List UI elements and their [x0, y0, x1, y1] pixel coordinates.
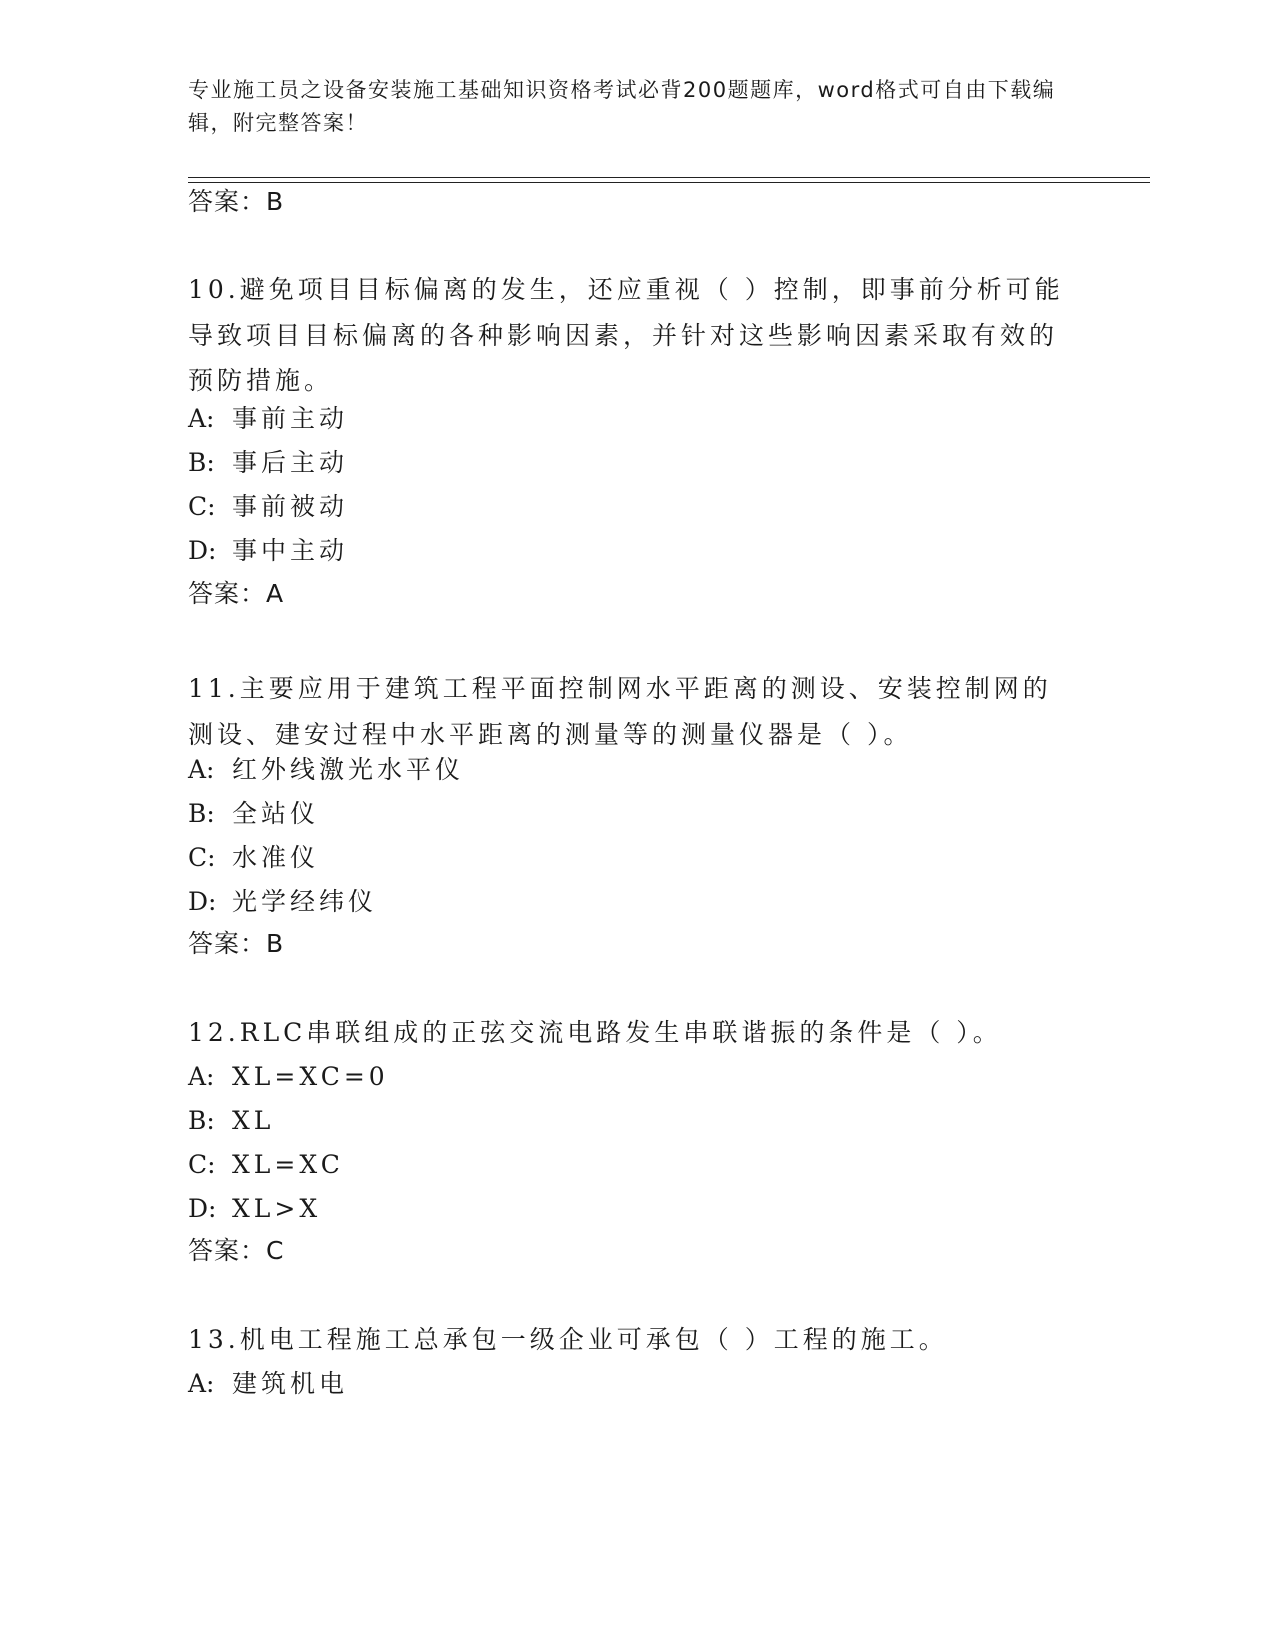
option-label: B: [188, 1106, 215, 1135]
option-text: 事前主动 [232, 404, 349, 433]
question-10-answer: 答案：A [188, 579, 285, 608]
question-13-option-a [188, 1366, 348, 1402]
option-label: D: [188, 536, 217, 565]
option-text: 事前被动 [232, 492, 349, 521]
option-label: B: [188, 799, 215, 828]
option-text: XL=XC=0 [232, 1062, 389, 1091]
option-text: 事中主动 [232, 536, 349, 565]
option-label: C: [188, 492, 216, 521]
question-11-answer: 答案：B [188, 929, 285, 958]
option-label: C: [188, 1150, 216, 1179]
option-label: D: [188, 887, 217, 916]
question-10-option-c [188, 489, 348, 525]
question-12-option-c [188, 1147, 344, 1183]
option-text: 光学经纬仪 [232, 887, 378, 916]
question-10-option-a [188, 401, 348, 437]
question-11-stem: 11.主要应用于建筑工程平面控制网水平距离的测设、安装控制网的测设、建安过程中水平距离的测量等的测量仪器是（ ）。 [188, 674, 1052, 749]
option-label: A: [188, 1062, 215, 1091]
option-text: XL [232, 1106, 275, 1135]
question-10-stem: 10.避免项目目标偏离的发生，还应重视（ ）控制，即事前分析可能导致项目目标偏离的各种影响因素，并针对这些影响因素采取有效的预防措施。 [188, 275, 1064, 395]
question-11-option-d [188, 884, 377, 920]
document-header: 专业施工员之设备安装施工基础知识资格考试必背200题题库，word格式可自由下载编辑，附完整答案！ [188, 78, 1056, 135]
question-11-option-a [188, 752, 464, 788]
header-rule-bottom [188, 182, 1150, 183]
option-text: 红外线激光水平仪 [232, 755, 465, 784]
option-text: 水准仪 [232, 843, 320, 872]
question-10-option-b [188, 445, 348, 481]
option-text: XL>X [232, 1194, 322, 1223]
option-text: 全站仪 [232, 799, 320, 828]
question-12-answer: 答案：C [188, 1236, 285, 1265]
question-12-option-b [188, 1103, 274, 1139]
question-12-option-d [188, 1191, 321, 1227]
question-13-stem: 13.机电工程施工总承包一级企业可承包（ ）工程的施工。 [188, 1325, 948, 1354]
option-label: A: [188, 1369, 215, 1398]
option-label: A: [188, 404, 215, 433]
question-10-option-d [188, 533, 348, 569]
option-text: 建筑机电 [232, 1369, 349, 1398]
question-11-option-b [188, 796, 319, 832]
question-12-option-a [188, 1059, 389, 1095]
question-11-option-c [188, 840, 319, 876]
option-label: B: [188, 448, 215, 477]
option-text: XL=XC [232, 1150, 344, 1179]
previous-answer: 答案：B [188, 187, 285, 216]
option-label: D: [188, 1194, 217, 1223]
header-rule-top [188, 177, 1150, 178]
question-12-stem: 12.RLC串联组成的正弦交流电路发生串联谐振的条件是（ ）。 [188, 1018, 1002, 1047]
option-label: A: [188, 755, 215, 784]
option-text: 事后主动 [232, 448, 349, 477]
option-label: C: [188, 843, 216, 872]
